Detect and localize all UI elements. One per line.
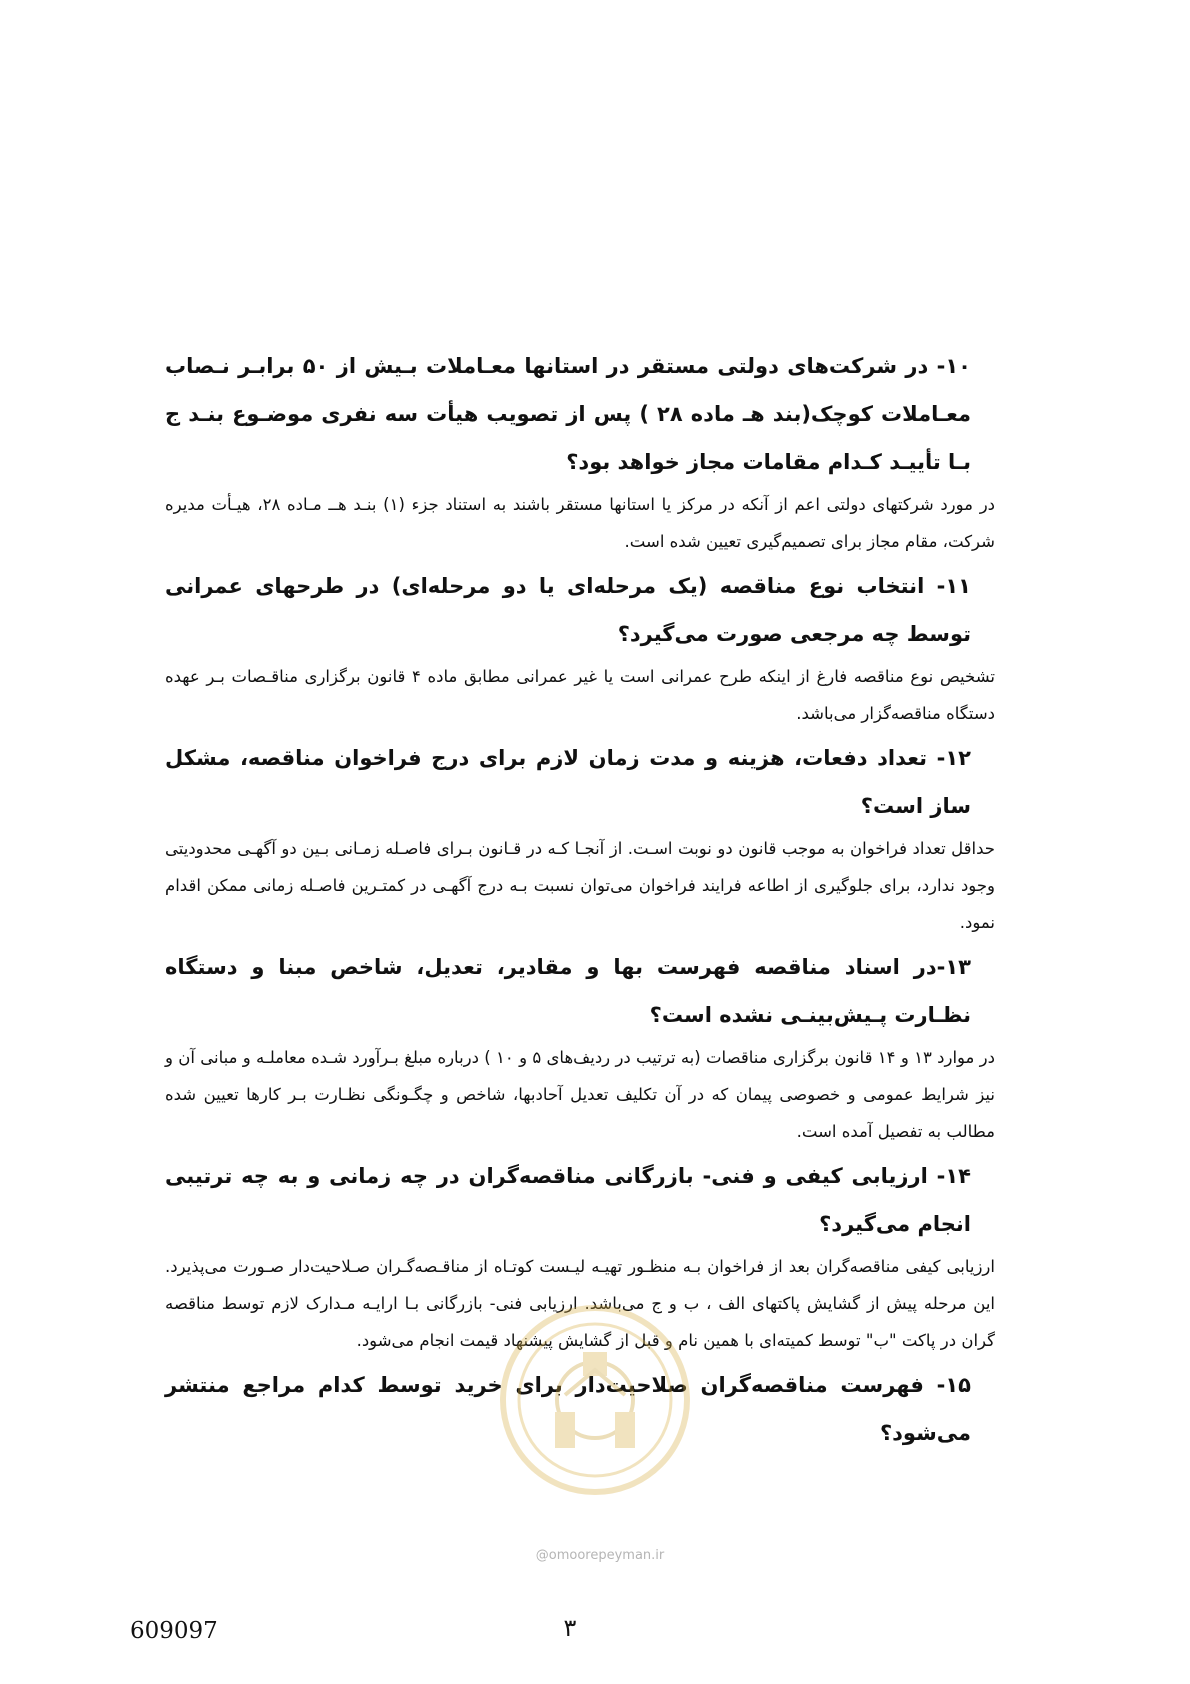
footer-code: 609097	[130, 1618, 218, 1644]
answer-13: در موارد ۱۳ و ۱۴ قانون برگزاری مناقصات (به ترتیب در ردیف‌های ۵ و ۱۰ ) درباره مبلغ بـرآورد شـده معاملـه و مبانی آن و نیز شرایط عمومی و خصوصی پیمان که در آن تکلیف تعدیل آحادبها، شاخص و چگـونگی نظـارت بـر کارها تعیین شده مطالب به تفصیل آمده است.	[165, 1048, 996, 1141]
question-14: ۱۴- ارزیابی کیفی و فنی- بازرگانی مناقصه‌گران در چه زمانی و به چه ترتیبی انجام می‌گیرد؟	[165, 1164, 971, 1236]
question-15: ۱۵- فهرست مناقصه‌گران صلاحیت‌دار برای خرید توسط کدام مراجع منتشر می‌شود؟	[165, 1373, 971, 1445]
qa-content	[165, 342, 995, 1457]
answer-10: در مورد شرکتهای دولتی اعم از آنکه در مرکز یا استانها مستقر باشند به استناد جزء (۱) بنـد هــ مـاده ۲۸، هیـأت مدیره شرکت، مقام مجاز برای تصمیم‌گیری تعیین شده است.	[165, 495, 996, 551]
page-number: ۳	[563, 1614, 577, 1642]
question-13: ۱۳-در اسناد مناقصه فهرست بها و مقادیر، تعدیل، شاخص مبنا و دستگاه نظـارت پـیش‌بینـی نشده است؟	[165, 955, 971, 1027]
question-11: ۱۱- انتخاب نوع مناقصه (یک مرحله‌ای یا دو مرحله‌ای) در طرحهای عمرانی توسط چه مرجعی صورت می‌گیرد؟	[165, 574, 971, 646]
answer-14: ارزیابی کیفی مناقصه‌گران بعد از فراخوان بـه منظـور تهیـه لیـست کوتـاه از مناقـصه‌گـران صـلاحیت‌دار صـورت می‌پذیرد. این مرحله پیش از گشایش پاکتهای الف ، ب و ج می‌باشد. ارزیابی فنی- بازرگانی بـا ارایـه مـدارک لازم توسط مناقصه گران در پاکت "ب" توسط کمیته‌ای با همین نام و قبل از گشایش پیشنهاد قیمت انجام می‌شود.	[165, 1257, 995, 1350]
question-12: ۱۲- تعداد دفعات، هزینه و مدت زمان لازم برای درج فراخوان مناقصه، مشکل ساز است؟	[165, 746, 971, 818]
watermark-url: @omoorepeyman.ir	[535, 1548, 665, 1563]
answer-12: حداقل تعداد فراخوان به موجب قانون دو نوبت اسـت. از آنجـا کـه در قـانون بـرای فاصـله زمـانی بـین دو آگهـی محدودیتی وجود ندارد، برای جلوگیری از اطاعه فرایند فراخوان می‌توان نسبت بـه درج آگهـی در کمتـرین فاصـله زمانی ممکن اقدام نمود.	[165, 839, 995, 932]
question-10: ۱۰- در شرکت‌های دولتی مستقر در استانها معـاملات بـیش از ۵۰ برابـر نـصاب معـاملات کوچک(بند هـ ماده ۲۸ ) پس از تصویب هیأت سه نفری موضـوع بنـد ج بـا تأییـد کـدام مقامات مجاز خواهد بود؟	[165, 354, 971, 474]
answer-11: تشخیص نوع مناقصه فارغ از اینکه طرح عمرانی است یا غیر عمرانی مطابق ماده ۴ قانون برگزاری مناقـصات بـر عهده دستگاه مناقصه‌گزار می‌باشد.	[165, 667, 996, 723]
